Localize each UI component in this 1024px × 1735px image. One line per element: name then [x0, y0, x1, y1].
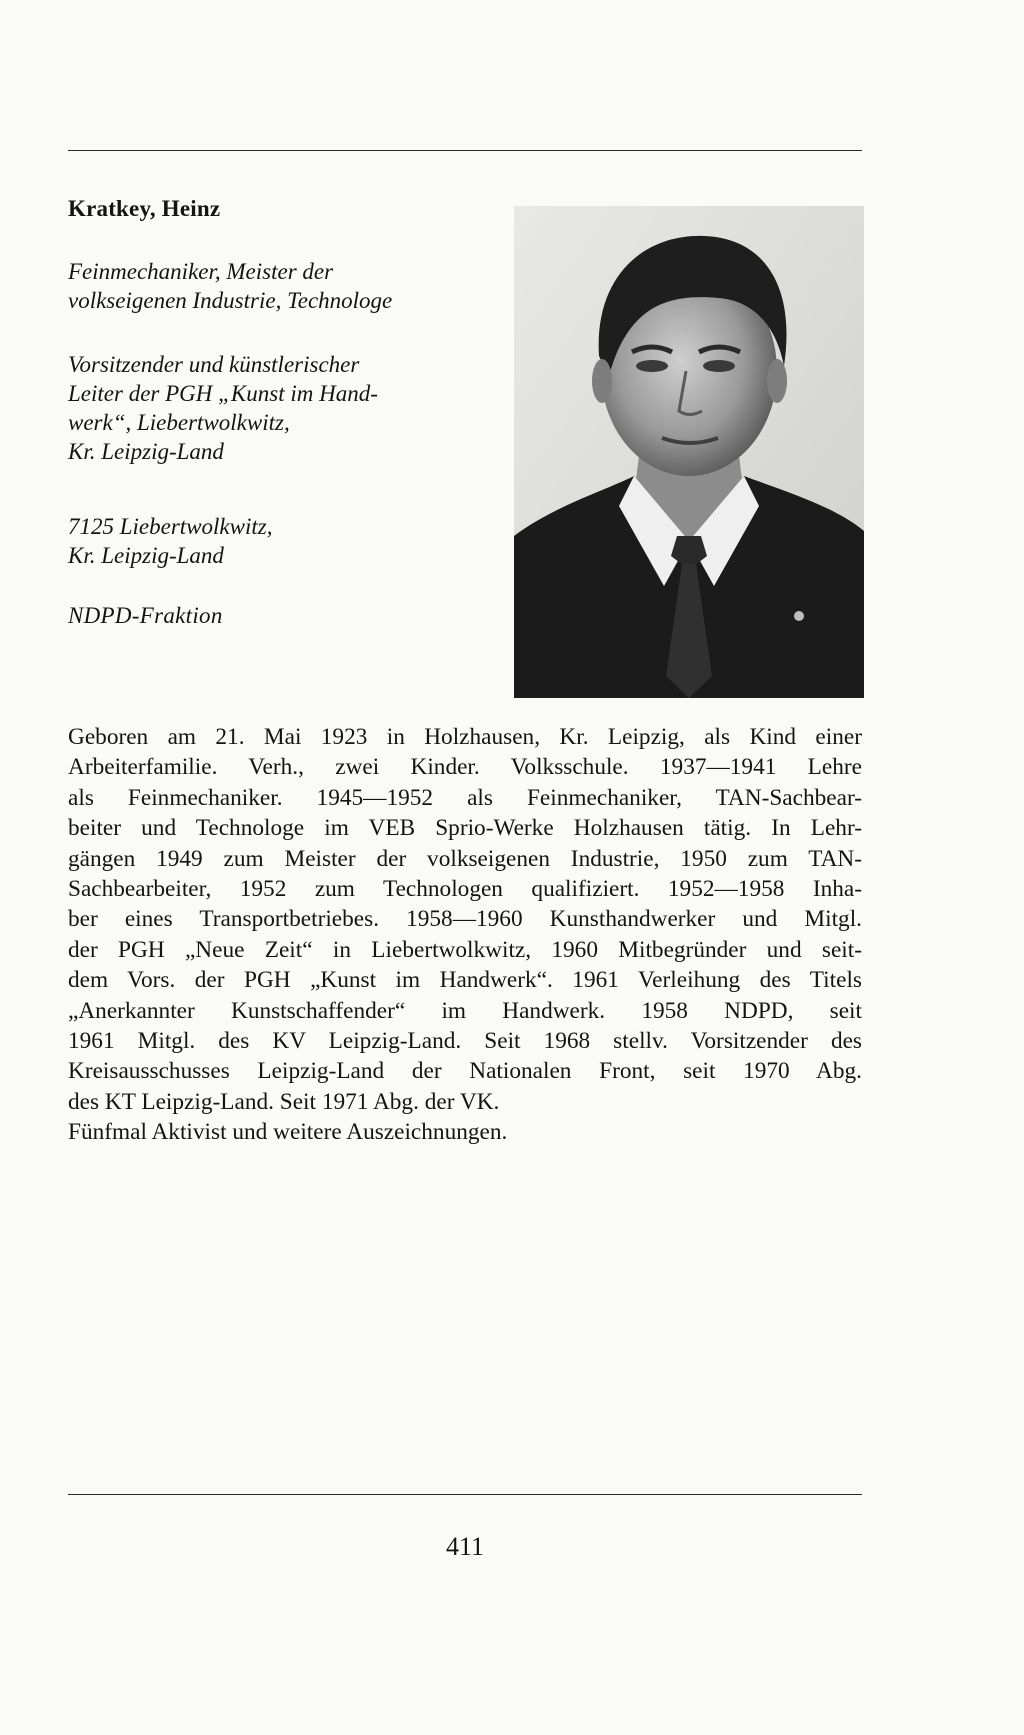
biography-line: des KT Leipzig-Land. Seit 1971 Abg. der VK. [68, 1088, 500, 1115]
address [68, 512, 498, 570]
biography-line: als Feinmechaniker. 1945—1952 als Feinmechaniker, TAN-Sachbear- [68, 784, 862, 811]
person-name: Kratkey, Heinz [68, 196, 221, 221]
position-line: Kr. Leipzig-Land [68, 439, 224, 464]
position-title [68, 350, 498, 466]
parliamentary-fraction: NDPD-Fraktion [68, 603, 223, 628]
biography-line: beiter und Technologe im VEB Sprio-Werke Holzhausen tätig. In Lehr- [68, 815, 862, 842]
biography-line: ber eines Transportbetriebes. 1958—1960 Kunsthandwerker und Mitgl. [68, 906, 862, 933]
portrait-photo [514, 206, 864, 698]
biography-line: Kreisausschusses Leipzig-Land der Nationalen Front, seit 1970 Abg. [68, 1058, 862, 1085]
biography-line: Geboren am 21. Mai 1923 in Holzhausen, Kr. Leipzig, als Kind einer [68, 724, 862, 750]
biography-line: der PGH „Neue Zeit“ in Liebertwolkwitz, 1960 Mitbegründer und seit- [68, 936, 862, 963]
occupation-line: volkseigenen Industrie, Technologe [68, 288, 393, 313]
biography-line: „Anerkannter Kunstschaffender“ im Handwerk. 1958 NDPD, seit [68, 997, 862, 1024]
biography [68, 722, 862, 1147]
biography-line: Arbeiterfamilie. Verh., zwei Kinder. Volksschule. 1937—1941 Lehre [68, 754, 862, 781]
biography-line: dem Vors. der PGH „Kunst im Handwerk“. 1961 Verleihung des Titels [68, 967, 862, 994]
bottom-rule [68, 1494, 862, 1495]
address-line: 7125 Liebertwolkwitz, [68, 514, 273, 539]
position-line: werk“, Liebertwolkwitz, [68, 410, 290, 435]
occupation-line: Feinmechaniker, Meister der [68, 259, 334, 284]
position-line: Vorsitzender und künstlerischer [68, 352, 360, 377]
top-rule [68, 150, 862, 151]
biography-line: gängen 1949 zum Meister der volkseigenen Industrie, 1950 zum TAN- [68, 845, 862, 872]
biography-line: Sachbearbeiter, 1952 zum Technologen qualifiziert. 1952—1958 Inha- [68, 875, 862, 902]
biography-line: 1961 Mitgl. des KV Leipzig-Land. Seit 1968 stellv. Vorsitzender des [68, 1027, 862, 1054]
occupation [68, 257, 498, 315]
address-line: Kr. Leipzig-Land [68, 543, 224, 568]
biography-line: Fünfmal Aktivist und weitere Auszeichnungen. [68, 1119, 508, 1146]
page-number: 411 [445, 1532, 485, 1561]
position-line: Leiter der PGH „Kunst im Hand- [68, 381, 378, 406]
